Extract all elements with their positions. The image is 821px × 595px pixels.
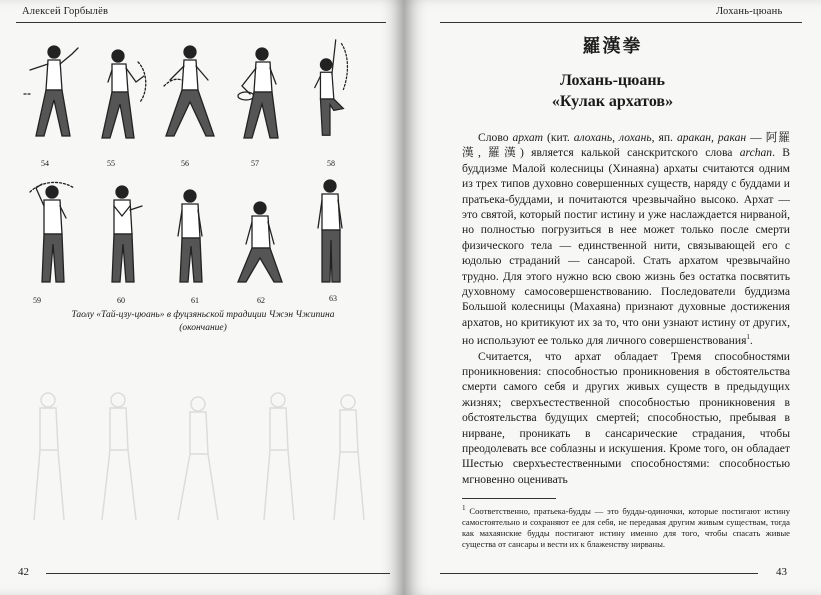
figure-number-59: 59 [33, 296, 41, 305]
figure-number-62: 62 [257, 296, 265, 305]
figure-55-illustration [92, 42, 152, 147]
figure-number-57: 57 [251, 159, 259, 168]
right-head-rule [440, 22, 802, 23]
figure-number-56: 56 [181, 159, 189, 168]
footnote [462, 503, 790, 551]
left-page-number: 42 [18, 566, 29, 578]
body-text [462, 130, 790, 487]
chapter-title: Лохань-цюань [559, 72, 666, 89]
footnote-reference[interactable]: 1 [746, 333, 750, 342]
figure-57-illustration [230, 40, 290, 145]
p1-text-c: , яп. [651, 131, 677, 144]
footnote-rule [462, 498, 556, 499]
figure-63-illustration [300, 172, 360, 290]
caption-line-2: (окончание) [179, 323, 227, 333]
figure-60-illustration [92, 180, 152, 290]
figure-caption [14, 309, 392, 335]
figure-61-illustration [160, 184, 220, 290]
figure-58-illustration [300, 36, 360, 141]
figure-number-54: 54 [41, 159, 49, 168]
p1-terms-chinese: алохань, лохань [573, 131, 652, 144]
p1-terms-japanese: аракан, ракан [676, 131, 747, 144]
right-running-head: Лохань-цюань [716, 6, 783, 17]
figure-56-illustration [160, 40, 220, 145]
p1-term-arhat: архат [512, 131, 544, 144]
figure-number-63: 63 [329, 294, 337, 303]
chinese-title: 羅漢拳 [582, 36, 643, 57]
paragraph-2: Считается, что архат обладает Тремя способностями проникновения: способностью проникновения в обстоятельства смерти самого себя и других живых существ в предыдущих жизнях; сверхъестественной способностью проникновения в обстоятельства будущих смертей; способностью, пребывая в нирване, проникать в сансарические страдания, чтобы преодолевать все соблазны и искушения. Кроме того, он обладает Шестью сверхъестественными способностями: способностью мгновенно оценивать [462, 349, 790, 486]
footnote-mark: 1 [462, 504, 466, 512]
figure-59-illustration [22, 178, 82, 290]
footnote-text: Соответственно, пратьека-будды — это будды-одиночки, которые постигают истину самостоятельно и сохраняют ее для себя, не передавая другим живым существам, тогда как махаянские будды постигают истину именно для того, чтобы спасать живые существа от сансары и вести их к блаженству нирваны. [462, 505, 790, 550]
figure-number-61: 61 [191, 296, 199, 305]
left-running-head: Алексей Горбылёв [22, 6, 109, 17]
p1-text-d: — 阿羅漢, 羅漢) является калькой санскритского слова [462, 131, 790, 160]
figure-number-60: 60 [117, 296, 125, 305]
p1-text-a: Слово [478, 131, 513, 144]
left-head-rule [16, 22, 386, 23]
figure-number-58: 58 [327, 159, 335, 168]
paragraph-1 [462, 130, 790, 349]
figure-number-55: 55 [107, 159, 115, 168]
right-foot-rule [440, 573, 758, 574]
bleed-through-figures [18, 380, 378, 540]
figure-54-illustration [22, 40, 82, 145]
p1-text-e: . В буддизме Малой колесницы (Хинаяна) архаты считаются одним из трех типов духовно совершенных существ, наряду с буддами и пратьека-буддами, и почитаются чрезвычайно высоко. Архат — это святой, который постиг истину и уже наслаждается нирваной, но полностью погрузиться в нее может только после смерти физического тела — единственной нити, связывающей его с юдолью страданий — сансарой. Стать архатом чрезвычайно трудно. Для этого нужно всю свою жизнь без остатка посвятить духовному самосовершенствованию. Последователи буддизма Большой колесницы (Махаяна) признают духовные достижения архатов, но критикуют их за то, что они узнают истину от других, но используют ее только для личного совершенствования [462, 146, 791, 348]
left-foot-rule [46, 573, 390, 574]
p1-term-archan: archan [739, 146, 773, 160]
p1-text-b: (кит. [543, 131, 574, 144]
p1-text-end: . [749, 334, 753, 348]
figure-62-illustration [230, 196, 290, 290]
chapter-subtitle: «Кулак архатов» [551, 93, 674, 110]
right-page-number: 43 [776, 566, 787, 578]
caption-line-1: Таолу «Тай-цзу-цюань» в фуцзяньской традиции Чжэн Чжипина [71, 310, 335, 320]
